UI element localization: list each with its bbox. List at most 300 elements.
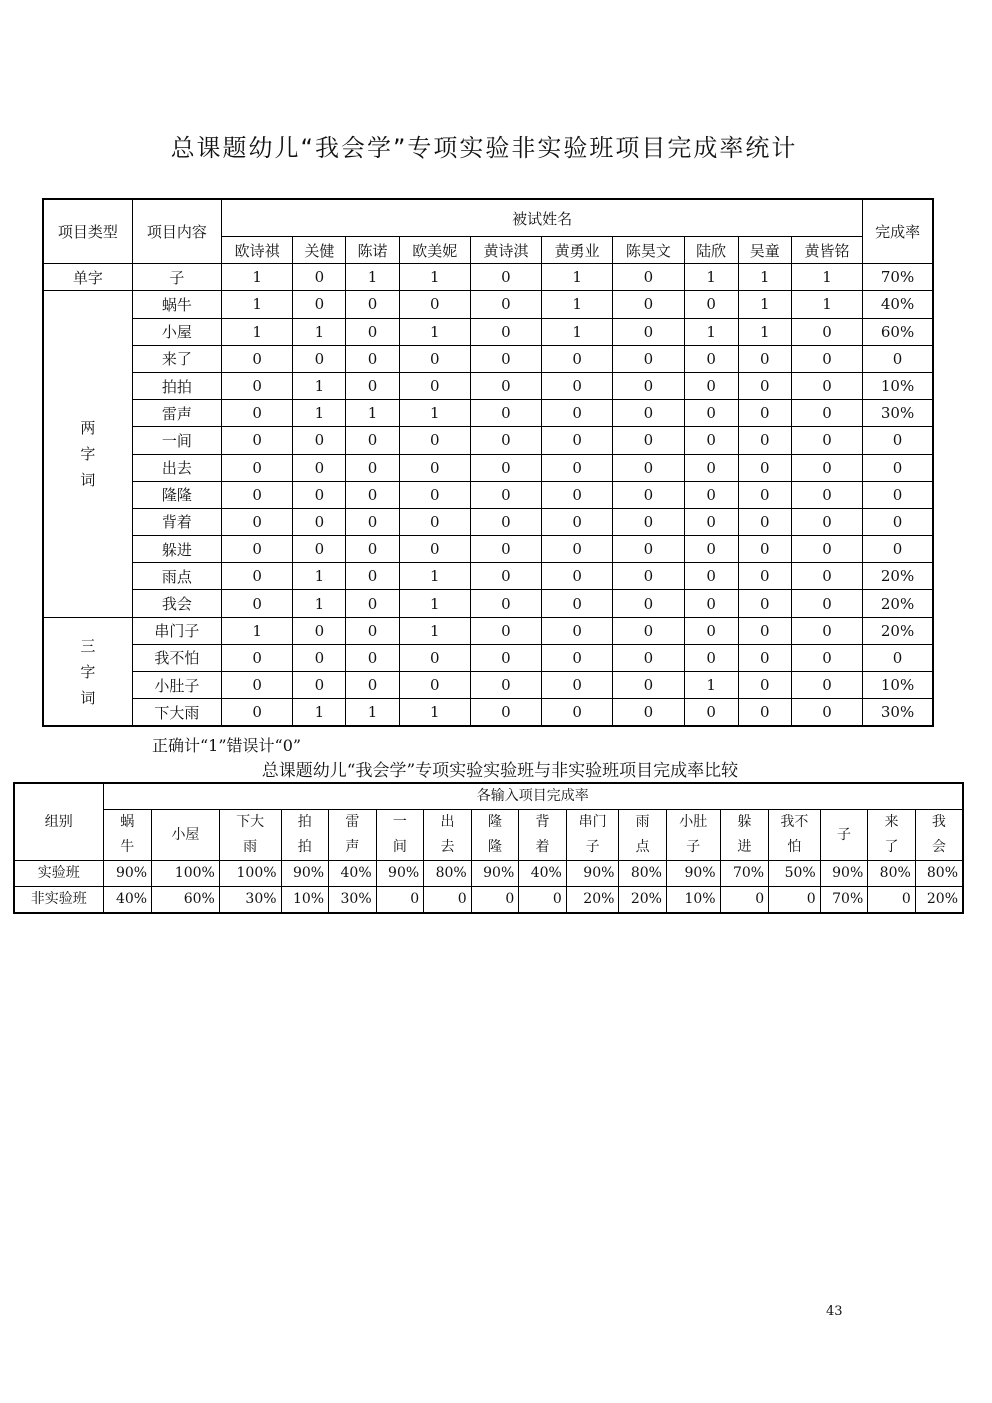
score-cell: 0 bbox=[346, 536, 399, 563]
score-cell: 0 bbox=[346, 345, 399, 372]
score-cell: 0 bbox=[613, 291, 684, 318]
score-cell: 0 bbox=[293, 345, 346, 372]
table-row bbox=[43, 454, 933, 481]
score-cell: 1 bbox=[222, 264, 293, 291]
header-items-row bbox=[14, 810, 963, 861]
score-cell: 0 bbox=[684, 400, 738, 427]
item-content-cell: 我会 bbox=[132, 590, 221, 617]
table-row bbox=[43, 318, 933, 345]
score-cell: 0 bbox=[293, 644, 346, 671]
subject-name-header: 关健 bbox=[293, 237, 346, 264]
score-cell: 0 bbox=[470, 644, 541, 671]
item-header bbox=[152, 810, 220, 861]
score-cell: 0 bbox=[542, 345, 613, 372]
score-cell: 0 bbox=[613, 345, 684, 372]
score-cell: 1 bbox=[399, 318, 470, 345]
rate-cell: 80% bbox=[915, 861, 963, 887]
rate-cell: 20% bbox=[566, 887, 619, 914]
header-subject-names: 被试姓名 bbox=[222, 199, 863, 237]
score-cell: 0 bbox=[470, 563, 541, 590]
score-cell: 0 bbox=[613, 644, 684, 671]
score-cell: 0 bbox=[791, 590, 862, 617]
score-cell: 0 bbox=[613, 699, 684, 727]
subject-name-header: 陈诺 bbox=[346, 237, 399, 264]
score-cell: 0 bbox=[346, 291, 399, 318]
item-header-line: 进 bbox=[737, 839, 752, 855]
rate-cell: 0 bbox=[471, 887, 519, 914]
score-cell: 0 bbox=[791, 644, 862, 671]
score-cell: 1 bbox=[222, 617, 293, 644]
score-cell: 0 bbox=[293, 508, 346, 535]
rate-cell: 10% bbox=[863, 372, 933, 399]
item-content-cell: 我不怕 bbox=[132, 644, 221, 671]
group-cell: 实验班 bbox=[14, 861, 103, 887]
item-header bbox=[329, 810, 377, 861]
item-type-char: 字 bbox=[80, 662, 96, 681]
subject-name-header: 黄诗淇 bbox=[470, 237, 541, 264]
score-cell: 0 bbox=[791, 400, 862, 427]
score-cell: 1 bbox=[542, 291, 613, 318]
score-cell: 0 bbox=[684, 481, 738, 508]
table-row bbox=[43, 427, 933, 454]
rate-cell: 70% bbox=[720, 861, 769, 887]
score-cell: 0 bbox=[346, 481, 399, 508]
item-content-cell: 小屋 bbox=[132, 318, 221, 345]
rate-cell: 90% bbox=[566, 861, 619, 887]
rate-cell: 10% bbox=[666, 887, 720, 914]
score-cell: 0 bbox=[399, 481, 470, 508]
item-content-cell: 雨点 bbox=[132, 563, 221, 590]
score-cell: 0 bbox=[738, 345, 791, 372]
score-cell: 0 bbox=[346, 372, 399, 399]
header-completion-rate: 完成率 bbox=[863, 199, 933, 264]
item-header-line: 声 bbox=[345, 839, 360, 855]
score-cell: 0 bbox=[346, 318, 399, 345]
score-cell: 0 bbox=[542, 563, 613, 590]
rate-cell: 0 bbox=[863, 427, 933, 454]
rate-cell: 0 bbox=[863, 481, 933, 508]
table-row bbox=[43, 699, 933, 727]
header-item-content: 项目内容 bbox=[132, 199, 221, 264]
score-cell: 0 bbox=[613, 563, 684, 590]
score-cell: 1 bbox=[346, 400, 399, 427]
rate-cell: 100% bbox=[152, 861, 220, 887]
rate-cell: 0 bbox=[863, 454, 933, 481]
rate-cell: 0 bbox=[424, 887, 472, 914]
subject-name-header: 陈昊文 bbox=[613, 237, 684, 264]
item-header-line: 隆 bbox=[487, 839, 502, 855]
rate-cell: 40% bbox=[863, 291, 933, 318]
score-cell: 0 bbox=[791, 345, 862, 372]
score-cell: 0 bbox=[738, 617, 791, 644]
score-cell: 0 bbox=[791, 454, 862, 481]
score-cell: 1 bbox=[293, 372, 346, 399]
score-cell: 0 bbox=[684, 563, 738, 590]
score-cell: 1 bbox=[346, 699, 399, 727]
item-type-cell: 单字 bbox=[43, 264, 132, 291]
scoring-note: 正确计“1”错误计“0” bbox=[152, 736, 302, 755]
score-cell: 0 bbox=[222, 454, 293, 481]
item-type-char: 词 bbox=[80, 688, 96, 707]
rate-cell: 20% bbox=[863, 617, 933, 644]
score-cell: 0 bbox=[222, 345, 293, 372]
item-type-cell bbox=[43, 617, 132, 726]
page-title: 总课题幼儿“我会学”专项实验非实验班项目完成率统计 bbox=[170, 134, 798, 162]
header-item-rates: 各输入项目完成率 bbox=[103, 783, 963, 810]
rate-cell: 90% bbox=[666, 861, 720, 887]
score-cell: 0 bbox=[613, 400, 684, 427]
score-cell: 1 bbox=[293, 590, 346, 617]
score-cell: 1 bbox=[399, 590, 470, 617]
score-cell: 0 bbox=[684, 644, 738, 671]
score-cell: 1 bbox=[399, 563, 470, 590]
rate-cell: 10% bbox=[281, 887, 329, 914]
table-row bbox=[43, 400, 933, 427]
score-cell: 0 bbox=[222, 536, 293, 563]
item-header-line: 子 bbox=[686, 839, 701, 855]
score-cell: 1 bbox=[399, 699, 470, 727]
score-cell: 0 bbox=[399, 291, 470, 318]
table-row bbox=[43, 590, 933, 617]
group-cell: 非实验班 bbox=[14, 887, 103, 914]
score-cell: 0 bbox=[791, 372, 862, 399]
rate-cell: 100% bbox=[219, 861, 281, 887]
score-cell: 0 bbox=[222, 563, 293, 590]
score-cell: 0 bbox=[222, 590, 293, 617]
rate-cell: 0 bbox=[720, 887, 769, 914]
item-content-cell: 拍拍 bbox=[132, 372, 221, 399]
item-type-cell bbox=[43, 291, 132, 617]
score-cell: 0 bbox=[222, 699, 293, 727]
score-cell: 0 bbox=[542, 481, 613, 508]
item-header-line: 拍 bbox=[297, 814, 312, 830]
score-cell: 1 bbox=[738, 291, 791, 318]
score-cell: 0 bbox=[399, 372, 470, 399]
comparison-table bbox=[13, 782, 964, 914]
score-cell: 0 bbox=[613, 318, 684, 345]
score-cell: 1 bbox=[738, 264, 791, 291]
table-row bbox=[43, 563, 933, 590]
score-cell: 1 bbox=[542, 318, 613, 345]
item-header-line: 着 bbox=[535, 839, 550, 855]
score-cell: 0 bbox=[684, 699, 738, 727]
score-cell: 0 bbox=[684, 617, 738, 644]
score-cell: 0 bbox=[791, 481, 862, 508]
page-number: 43 bbox=[826, 1304, 843, 1319]
score-cell: 0 bbox=[470, 508, 541, 535]
rate-cell: 0 bbox=[519, 887, 567, 914]
score-cell: 0 bbox=[613, 454, 684, 481]
table-row bbox=[43, 345, 933, 372]
table-row bbox=[43, 481, 933, 508]
score-cell: 0 bbox=[346, 454, 399, 481]
rate-cell: 50% bbox=[769, 861, 821, 887]
score-cell: 0 bbox=[542, 644, 613, 671]
score-cell: 0 bbox=[470, 318, 541, 345]
table-row bbox=[14, 887, 963, 914]
rate-cell: 20% bbox=[915, 887, 963, 914]
score-cell: 0 bbox=[542, 372, 613, 399]
table-row bbox=[43, 291, 933, 318]
item-header bbox=[619, 810, 667, 861]
item-content-cell: 一间 bbox=[132, 427, 221, 454]
score-cell: 0 bbox=[470, 672, 541, 699]
table-row bbox=[43, 372, 933, 399]
score-cell: 0 bbox=[791, 427, 862, 454]
table-row bbox=[43, 508, 933, 535]
score-cell: 1 bbox=[346, 264, 399, 291]
score-cell: 0 bbox=[293, 672, 346, 699]
item-header bbox=[471, 810, 519, 861]
rate-cell: 0 bbox=[376, 887, 424, 914]
score-cell: 0 bbox=[470, 699, 541, 727]
table-row bbox=[14, 861, 963, 887]
rate-cell: 0 bbox=[863, 345, 933, 372]
score-cell: 0 bbox=[470, 481, 541, 508]
rate-cell: 30% bbox=[219, 887, 281, 914]
score-cell: 0 bbox=[399, 454, 470, 481]
subject-name-header: 吴童 bbox=[738, 237, 791, 264]
score-cell: 0 bbox=[399, 672, 470, 699]
item-header bbox=[281, 810, 329, 861]
score-cell: 0 bbox=[399, 345, 470, 372]
item-header-line: 隆 bbox=[487, 814, 502, 830]
table-row bbox=[43, 617, 933, 644]
item-header-line: 雨 bbox=[635, 814, 650, 830]
score-cell: 0 bbox=[613, 372, 684, 399]
score-cell: 0 bbox=[738, 372, 791, 399]
score-cell: 0 bbox=[738, 672, 791, 699]
score-cell: 1 bbox=[399, 264, 470, 291]
score-cell: 0 bbox=[470, 536, 541, 563]
rate-cell: 40% bbox=[103, 887, 152, 914]
score-cell: 0 bbox=[470, 345, 541, 372]
score-cell: 0 bbox=[738, 563, 791, 590]
score-cell: 1 bbox=[684, 318, 738, 345]
score-cell: 0 bbox=[346, 672, 399, 699]
score-cell: 0 bbox=[738, 400, 791, 427]
score-cell: 0 bbox=[542, 617, 613, 644]
score-cell: 1 bbox=[399, 400, 470, 427]
table-row bbox=[43, 264, 933, 291]
score-cell: 0 bbox=[222, 508, 293, 535]
score-cell: 0 bbox=[346, 617, 399, 644]
score-cell: 0 bbox=[470, 427, 541, 454]
score-cell: 0 bbox=[738, 590, 791, 617]
rate-cell: 80% bbox=[868, 861, 916, 887]
item-header-line: 蜗 bbox=[120, 814, 135, 830]
table-row bbox=[43, 644, 933, 671]
rate-cell: 90% bbox=[103, 861, 152, 887]
item-header-line: 拍 bbox=[297, 839, 312, 855]
score-cell: 1 bbox=[399, 617, 470, 644]
item-content-cell: 背着 bbox=[132, 508, 221, 535]
rate-cell: 0 bbox=[863, 536, 933, 563]
subject-name-header: 黄勇业 bbox=[542, 237, 613, 264]
rate-cell: 90% bbox=[820, 861, 868, 887]
score-cell: 1 bbox=[791, 264, 862, 291]
score-cell: 1 bbox=[791, 291, 862, 318]
rate-cell: 30% bbox=[863, 699, 933, 727]
rate-cell: 0 bbox=[769, 887, 821, 914]
score-cell: 0 bbox=[684, 536, 738, 563]
header-group: 组别 bbox=[14, 783, 103, 861]
item-header-line: 躲 bbox=[737, 814, 752, 830]
score-cell: 0 bbox=[222, 372, 293, 399]
rate-cell: 70% bbox=[820, 887, 868, 914]
subject-name-header: 陆欣 bbox=[684, 237, 738, 264]
rate-cell: 30% bbox=[863, 400, 933, 427]
item-header bbox=[666, 810, 720, 861]
item-header-line: 雨 bbox=[243, 839, 258, 855]
item-header-line: 来 bbox=[884, 814, 899, 830]
score-cell: 0 bbox=[470, 454, 541, 481]
score-cell: 0 bbox=[738, 508, 791, 535]
item-header-line: 间 bbox=[392, 839, 407, 855]
item-header-line: 子 bbox=[836, 826, 851, 843]
rate-cell: 80% bbox=[619, 861, 667, 887]
rate-cell: 30% bbox=[329, 887, 377, 914]
score-cell: 0 bbox=[470, 617, 541, 644]
rate-cell: 90% bbox=[376, 861, 424, 887]
item-header-line: 串门 bbox=[578, 814, 607, 830]
score-cell: 0 bbox=[542, 672, 613, 699]
score-cell: 0 bbox=[613, 508, 684, 535]
score-cell: 0 bbox=[222, 644, 293, 671]
score-cell: 0 bbox=[613, 536, 684, 563]
score-cell: 0 bbox=[470, 590, 541, 617]
item-header bbox=[519, 810, 567, 861]
item-header bbox=[820, 810, 868, 861]
rate-cell: 20% bbox=[619, 887, 667, 914]
item-header bbox=[376, 810, 424, 861]
item-header bbox=[720, 810, 769, 861]
item-content-cell: 隆隆 bbox=[132, 481, 221, 508]
item-header bbox=[915, 810, 963, 861]
score-cell: 0 bbox=[684, 291, 738, 318]
score-cell: 0 bbox=[399, 508, 470, 535]
score-cell: 0 bbox=[293, 291, 346, 318]
score-cell: 0 bbox=[542, 536, 613, 563]
score-cell: 1 bbox=[293, 563, 346, 590]
rate-cell: 70% bbox=[863, 264, 933, 291]
score-cell: 0 bbox=[542, 699, 613, 727]
item-header bbox=[103, 810, 152, 861]
item-header-line: 牛 bbox=[120, 839, 135, 855]
rate-cell: 90% bbox=[471, 861, 519, 887]
score-cell: 0 bbox=[791, 508, 862, 535]
score-cell: 0 bbox=[684, 427, 738, 454]
rate-cell: 40% bbox=[329, 861, 377, 887]
table-row bbox=[43, 672, 933, 699]
score-cell: 0 bbox=[293, 617, 346, 644]
completion-rate-table bbox=[42, 198, 934, 727]
score-cell: 0 bbox=[470, 400, 541, 427]
score-cell: 0 bbox=[613, 617, 684, 644]
score-cell: 0 bbox=[346, 590, 399, 617]
score-cell: 0 bbox=[470, 372, 541, 399]
score-cell: 0 bbox=[399, 644, 470, 671]
rate-cell: 20% bbox=[863, 563, 933, 590]
item-header bbox=[868, 810, 916, 861]
score-cell: 0 bbox=[613, 481, 684, 508]
rate-cell: 10% bbox=[863, 672, 933, 699]
rate-cell: 40% bbox=[519, 861, 567, 887]
item-header-line: 下大 bbox=[236, 814, 265, 830]
item-header-line: 出 bbox=[440, 814, 455, 830]
score-cell: 1 bbox=[293, 318, 346, 345]
subject-name-header: 欧美妮 bbox=[399, 237, 470, 264]
score-cell: 0 bbox=[542, 427, 613, 454]
item-content-cell: 出去 bbox=[132, 454, 221, 481]
item-header-line: 子 bbox=[585, 839, 600, 855]
score-cell: 0 bbox=[613, 427, 684, 454]
item-header-line: 雷 bbox=[345, 814, 360, 830]
item-type-char: 词 bbox=[80, 471, 96, 489]
score-cell: 0 bbox=[684, 372, 738, 399]
score-cell: 1 bbox=[293, 400, 346, 427]
score-cell: 0 bbox=[542, 508, 613, 535]
score-cell: 0 bbox=[222, 672, 293, 699]
subject-name-header: 黄皆铭 bbox=[791, 237, 862, 264]
rate-cell: 0 bbox=[868, 887, 916, 914]
table-row bbox=[43, 536, 933, 563]
score-cell: 0 bbox=[791, 563, 862, 590]
score-cell: 0 bbox=[684, 508, 738, 535]
item-header bbox=[566, 810, 619, 861]
rate-cell: 0 bbox=[863, 508, 933, 535]
comparison-title: 总课题幼儿“我会学”专项实验实验班与非实验班项目完成率比较 bbox=[261, 761, 739, 781]
item-header-line: 小屋 bbox=[171, 826, 200, 843]
item-header bbox=[424, 810, 472, 861]
score-cell: 0 bbox=[613, 264, 684, 291]
rate-cell: 20% bbox=[863, 590, 933, 617]
item-content-cell: 小肚子 bbox=[132, 672, 221, 699]
score-cell: 0 bbox=[346, 644, 399, 671]
score-cell: 1 bbox=[293, 699, 346, 727]
item-header bbox=[219, 810, 281, 861]
score-cell: 1 bbox=[222, 318, 293, 345]
subject-name-header: 欧诗祺 bbox=[222, 237, 293, 264]
score-cell: 1 bbox=[684, 672, 738, 699]
score-cell: 0 bbox=[222, 400, 293, 427]
item-type-char: 字 bbox=[80, 445, 96, 463]
item-header-line: 一 bbox=[392, 814, 407, 830]
header-item-type: 项目类型 bbox=[43, 199, 132, 264]
rate-cell: 60% bbox=[863, 318, 933, 345]
score-cell: 0 bbox=[684, 345, 738, 372]
score-cell: 1 bbox=[684, 264, 738, 291]
score-cell: 0 bbox=[791, 318, 862, 345]
item-content-cell: 来了 bbox=[132, 345, 221, 372]
item-content-cell: 雷声 bbox=[132, 400, 221, 427]
score-cell: 0 bbox=[346, 563, 399, 590]
score-cell: 0 bbox=[738, 644, 791, 671]
score-cell: 0 bbox=[738, 427, 791, 454]
rate-cell: 0 bbox=[863, 644, 933, 671]
score-cell: 0 bbox=[738, 699, 791, 727]
item-header-line: 小肚 bbox=[679, 814, 708, 830]
item-type-char: 两 bbox=[80, 419, 96, 437]
item-content-cell: 串门子 bbox=[132, 617, 221, 644]
score-cell: 0 bbox=[293, 454, 346, 481]
score-cell: 0 bbox=[791, 699, 862, 727]
score-cell: 0 bbox=[470, 291, 541, 318]
score-cell: 0 bbox=[346, 508, 399, 535]
item-content-cell: 下大雨 bbox=[132, 699, 221, 727]
score-cell: 0 bbox=[791, 536, 862, 563]
score-cell: 1 bbox=[542, 264, 613, 291]
